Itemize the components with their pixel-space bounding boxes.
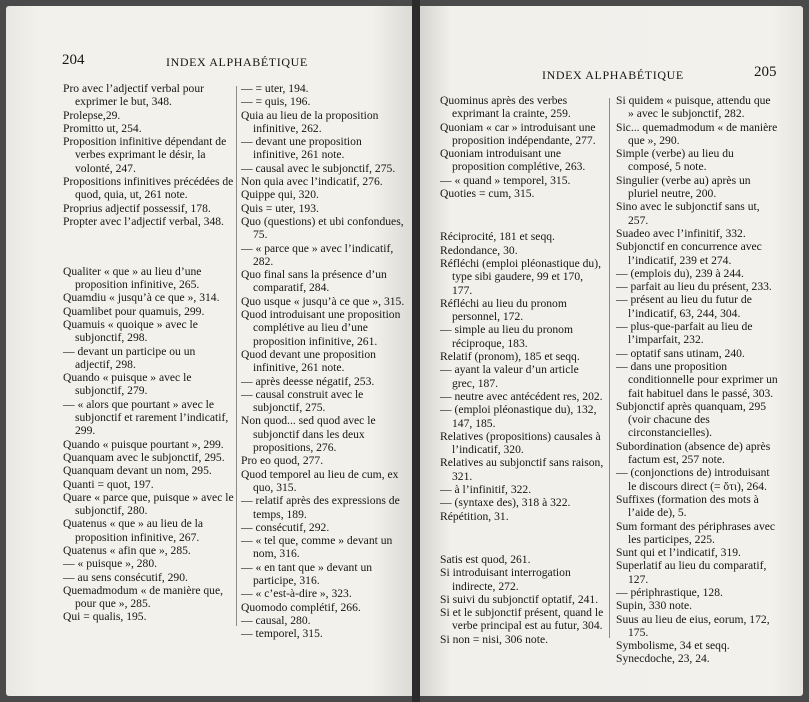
- index-entry: — ayant la valeur d’un article grec, 187.: [440, 363, 579, 390]
- index-entry: Réfléchi au lieu du pronom personnel, 172.: [440, 296, 567, 324]
- index-entry: Subjonctif en concurrence avec l’indicatif, 239 et 274.: [616, 240, 762, 267]
- index-entry: — temporel, 315.: [241, 627, 323, 641]
- index-entry: — (conjonctions de) introduisant le discours direct (= ὅτι), 264.: [616, 466, 770, 493]
- section-gap: [63, 240, 235, 253]
- index-entry: — plus-que-parfait au lieu de l’imparfait, 232.: [616, 320, 753, 347]
- index-entry: — (emplois du), 239 à 244.: [616, 266, 744, 280]
- index-entry: Redondance, 30.: [440, 243, 518, 257]
- page-number-right: 205: [754, 64, 777, 80]
- index-entry: — relatif après des expressions de temps, 189.: [241, 494, 400, 521]
- index-entry: — consécutif, 292.: [241, 520, 330, 534]
- index-entry: — « parce que » avec l’indicatif, 282.: [241, 241, 394, 268]
- index-entry: — simple au lieu du pronom réciproque, 183.: [440, 323, 573, 350]
- index-entry: Pro eo quod, 277.: [241, 454, 324, 468]
- index-entry: Supin, 330 note.: [616, 599, 693, 613]
- index-entry: Proposition infinitive dépendant de verbes exprimant le désir, la volonté, 247.: [63, 135, 227, 175]
- index-entry: Quamuis « quoique » avec le subjonctif, 298.: [63, 317, 198, 345]
- index-entry: — périphrastique, 128.: [616, 585, 723, 599]
- index-entry: Quo (questions) et ubi confondues, 75.: [241, 214, 404, 242]
- index-entry: Sum formant des périphrases avec les participes, 225.: [616, 519, 776, 546]
- index-entry: Relatives (propositions) causales à l’indicatif, 320.: [440, 429, 601, 457]
- index-entry: Sic... quemadmodum « de manière que », 290.: [616, 120, 778, 147]
- index-entry: Quamdiu « jusqu’à ce que », 314.: [63, 291, 220, 305]
- index-entry: — = uter, 194.: [241, 82, 309, 95]
- index-entry: Non quia avec l’indicatif, 276.: [241, 175, 383, 189]
- running-head-left: INDEX ALPHABÉTIQUE: [166, 55, 308, 69]
- index-entry: Quando « puisque pourtant », 299.: [63, 437, 224, 451]
- index-entry: Sino avec le subjonctif sans ut, 257.: [616, 200, 760, 227]
- index-entry: — optatif sans utinam, 240.: [616, 346, 745, 360]
- index-entry: Quomodo complétif, 266.: [241, 600, 361, 614]
- index-entry: Pro avec l’adjectif verbal pour exprimer le but, 348.: [63, 82, 204, 109]
- index-entry: Non quod... sed quod avec le subjonctif dans les deux propositions, 276.: [241, 414, 376, 455]
- running-head-right: INDEX ALPHABÉTIQUE: [542, 68, 684, 82]
- index-entry: Quod temporel au lieu de cum, ex quo, 315.: [241, 467, 399, 494]
- index-entry: Satis est quod, 261.: [440, 552, 531, 566]
- index-entry: Promitto ut, 254.: [63, 121, 142, 135]
- index-entry: Si introduisant interrogation indirecte, 272.: [440, 566, 571, 593]
- index-entry: — neutre avec antécédent res, 202.: [440, 389, 603, 403]
- index-entry: Quippe qui, 320.: [241, 188, 319, 202]
- index-entry: Quatenus « afin que », 285.: [63, 543, 191, 557]
- index-entry: Relatif (pronom), 185 et seqq.: [440, 350, 580, 364]
- index-entry: Quatenus « que » au lieu de la proposition infinitive, 267.: [63, 517, 204, 544]
- index-entry: — au sens consécutif, 290.: [63, 570, 188, 584]
- index-entry: Si suivi du subjonctif optatif, 241.: [440, 592, 599, 606]
- index-entry: Quemadmodum « de manière que, pour que », 285.: [63, 583, 224, 611]
- index-entry: Quoniam introduisant une proposition complétive, 263.: [440, 147, 586, 174]
- index-entry: Proprius adjectif possessif, 178.: [63, 201, 211, 215]
- index-entry: Réfléchi (emploi pléonastique du), type sibi gaudere, 99 et 170, 177.: [440, 256, 601, 297]
- index-entry: Quominus après des verbes exprimant la crainte, 259.: [440, 94, 571, 121]
- index-entry: — « en tant que » devant un participe, 316.: [241, 560, 373, 587]
- index-entry: Quis = uter, 193.: [241, 201, 319, 215]
- index-entry: — présent au lieu du futur de l’indicatif, 63, 244, 304.: [616, 293, 752, 320]
- index-entry: Suus au lieu de eius, eorum, 172, 175.: [616, 612, 770, 639]
- index-entry: Qualiter « que » au lieu d’une proposition infinitive, 265.: [63, 264, 202, 292]
- right-page: [420, 6, 803, 696]
- index-entry: Suffixes (formation des mots à l’aide de), 5.: [616, 492, 759, 520]
- page-number-left: 204: [62, 52, 85, 68]
- column-divider-right: [609, 98, 610, 638]
- index-entry: Subordination (absence de) après factum est, 257 note.: [616, 439, 771, 467]
- index-entry: Singulier (verbe au) après un pluriel neutre, 200.: [616, 173, 751, 201]
- index-entry: — parfait au lieu du présent, 233.: [616, 280, 772, 294]
- index-entry: Quo final sans la présence d’un comparatif, 284.: [241, 268, 387, 295]
- index-entry: — après deesse négatif, 253.: [241, 374, 375, 388]
- index-entry: — causal avec le subjonctif, 275.: [241, 161, 396, 175]
- index-entry: Quando « puisque » avec le subjonctif, 279.: [63, 371, 192, 398]
- index-entry: — (syntaxe des), 318 à 322.: [440, 496, 571, 510]
- index-entry: Relatives au subjonctif sans raison, 321.: [440, 456, 604, 483]
- index-entry: Quoties = cum, 315.: [440, 187, 535, 201]
- index-entry: Suadeo avec l’infinitif, 332.: [616, 226, 746, 240]
- index-entry: — « quand » temporel, 315.: [440, 173, 571, 187]
- index-entry: Quanquam devant un nom, 295.: [63, 464, 212, 478]
- index-entry: — devant un participe ou un adjectif, 298.: [63, 344, 196, 371]
- index-entry: — « alors que pourtant » avec le subjonctif et rarement l’indicatif, 299.: [63, 397, 229, 438]
- index-entry: Synecdoche, 23, 24.: [616, 652, 710, 666]
- index-entry: — « puisque », 280.: [63, 557, 158, 571]
- left-page: [6, 6, 412, 696]
- index-column-left-2: [241, 82, 406, 640]
- index-entry: Subjonctif après quanquam, 295 (voir chacune des circonstancielles).: [616, 399, 767, 440]
- index-entry: — causal, 280.: [241, 613, 311, 627]
- index-column-right-1: [440, 94, 604, 646]
- index-column-left-1: [63, 82, 235, 624]
- index-entry: Si quidem « puisque, attendu que » avec le subjonctif, 282.: [616, 94, 771, 121]
- index-entry: — « c’est-à-dire », 323.: [241, 587, 352, 601]
- index-entry: Quod devant une proposition infinitive, 261 note.: [241, 347, 376, 375]
- index-entry: Simple (verbe) au lieu du composé, 5 note.: [616, 147, 734, 174]
- index-entry: Si non = nisi, 306 note.: [440, 632, 548, 646]
- index-entry: Propositions infinitives précédées de quod, quia, ut, 261 note.: [63, 175, 234, 202]
- index-entry: Sunt qui et l’indicatif, 319.: [616, 546, 741, 560]
- section-gap: [440, 523, 604, 553]
- index-entry: Symbolisme, 34 et seqq.: [616, 639, 730, 653]
- index-entry: — = quis, 196.: [241, 95, 311, 109]
- index-entry: Quoniam « car » introduisant une proposition indépendante, 277.: [440, 120, 596, 147]
- index-entry: Qui = qualis, 195.: [63, 610, 147, 624]
- index-column-right-2: [616, 94, 779, 666]
- index-entry: Superlatif au lieu du comparatif, 127.: [616, 559, 767, 586]
- index-entry: — devant une proposition infinitive, 261 note.: [241, 135, 362, 162]
- index-entry: Réciprocité, 181 et seqq.: [440, 230, 555, 244]
- index-entry: Quare « parce que, puisque » avec le subjonctif, 280.: [63, 490, 234, 518]
- index-entry: Si et le subjonctif présent, quand le verbe principal est au futur, 304.: [440, 606, 604, 633]
- column-divider-left: [236, 86, 237, 626]
- index-entry: Quo usque « jusqu’à ce que », 315.: [241, 294, 405, 308]
- index-entry: Quamlibet pour quamuis, 299.: [63, 304, 205, 318]
- index-entry: Quia au lieu de la proposition infinitive, 262.: [241, 108, 379, 135]
- index-entry: Propter avec l’adjectif verbal, 348.: [63, 214, 224, 228]
- book-gutter: [412, 0, 420, 702]
- index-entry: — (emploi pléonastique du), 132, 147, 185.: [440, 403, 597, 430]
- index-entry: Prolepse,29.: [63, 108, 121, 122]
- index-entry: Répétition, 31.: [440, 509, 509, 523]
- index-entry: — à l’infinitif, 322.: [440, 483, 532, 497]
- section-gap: [440, 200, 604, 230]
- index-entry: Quod introduisant une proposition complétive au lieu d’une proposition infinitive, 261.: [241, 308, 401, 348]
- index-entry: — dans une proposition conditionnelle pour exprimer un fait habituel dans le passé, 303.: [616, 359, 778, 400]
- index-entry: Quanti = quot, 197.: [63, 477, 154, 491]
- index-entry: — causal construit avec le subjonctif, 275.: [241, 387, 364, 415]
- index-entry: Quanquam avec le subjonctif, 295.: [63, 450, 225, 464]
- index-entry: — « tel que, comme » devant un nom, 316.: [241, 534, 393, 561]
